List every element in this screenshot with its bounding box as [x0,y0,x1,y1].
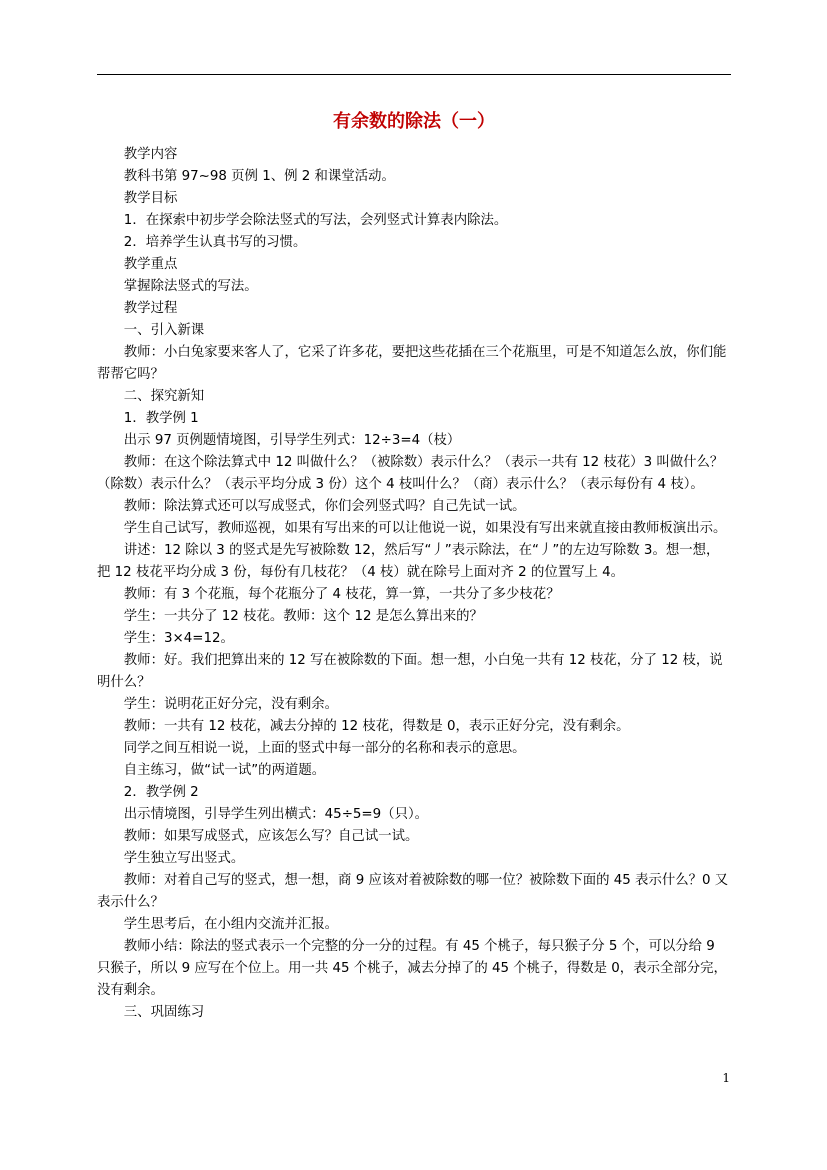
paragraph: 2．教学例 2 [123,785,199,800]
paragraph: 自主练习，做“试一试”的两道题。 [123,763,326,778]
paragraph: 2．培养学生认真书写的习惯。 [123,235,307,250]
paragraph: 教科书第 97~98 页例 1、例 2 和课堂活动。 [123,169,395,184]
paragraph: 学生：3×4=12。 [123,631,234,646]
paragraph: 二、探究新知 [123,389,205,404]
document-title: 有余数的除法（一） [333,111,495,132]
paragraph: 教师：小白兔家要来客人了，它采了许多花，要把这些花插在三个花瓶里，可是不知道怎么放，你们能帮帮它吗？ [97,345,727,382]
paragraph: 学生：说明花正好分完，没有剩余。 [123,697,339,712]
paragraph: 学生：一共分了 12 枝花。教师：这个 12 是怎么算出来的？ [123,609,483,624]
paragraph: 掌握除法竖式的写法。 [123,279,258,294]
paragraph: 教师：对着自己写的竖式，想一想，商 9 应该对着被除数的哪一位？被除数下面的 45 表示什么？0 又表示什么？ [97,873,729,910]
paragraph: 教学目标 [123,191,178,206]
paragraph: 1．在探索中初步学会除法竖式的写法，会列竖式计算表内除法。 [123,213,508,228]
paragraph: 教学内容 [123,147,178,162]
paragraph: 一、引入新课 [123,323,205,338]
paragraph: 教师：除法算式还可以写成竖式，你们会列竖式吗？自己先试一试。 [123,499,526,514]
paragraph: 学生思考后，在小组内交流并汇报。 [123,917,339,932]
paragraph: 教师：一共有 12 枝花，减去分掉的 12 枝花，得数是 0，表示正好分完，没有剩余。 [123,719,630,734]
paragraph: 教师：如果写成竖式，应该怎么写？自己试一试。 [123,829,419,844]
paragraph: 教学过程 [123,301,178,316]
paragraph: 讲述：12 除以 3 的竖式是先写被除数 12，然后写“丿”表示除法，在“丿”的左边写除数 3。想一想，把 12 枝花平均分成 3 份，每份有几枝花？（4 枝）就在除号上面对齐 2 的位置写上 4。 [97,543,720,580]
paragraph: 教师：在这个除法算式中 12 叫做什么？（被除数）表示什么？（表示一共有 12 枝花）3 叫做什么？（除数）表示什么？（表示平均分成 3 份）这个 4 枝叫什么？（商）表示什么？（表示每份有 4 枝）。 [97,455,724,492]
paragraph: 教学重点 [123,257,178,272]
paragraph: 学生独立写出竖式。 [123,851,245,866]
paragraph: 同学之间互相说一说，上面的竖式中每一部分的名称和表示的意思。 [123,741,526,756]
paragraph: 学生自己试写，教师巡视，如果有写出来的可以让他说一说，如果没有写出来就直接由教师板演出示。 [123,521,727,536]
paragraph: 教师：好。我们把算出来的 12 写在被除数的下面。想一想，小白兔一共有 12 枝花，分了 12 枝，说明什么？ [97,653,723,690]
page-number: 1 [722,1071,730,1085]
paragraph: 1．教学例 1 [123,411,199,426]
paragraph: 教师：有 3 个花瓶，每个花瓶分了 4 枝花，算一算，一共分了多少枝花？ [123,587,560,602]
header-rule [97,74,731,75]
document-body [97,144,731,1024]
paragraph: 三、巩固练习 [123,1005,205,1020]
paragraph: 出示情境图，引导学生列出横式：45÷5=9（只）。 [123,807,429,822]
paragraph: 出示 97 页例题情境图，引导学生列式：12÷3=4（枝） [123,433,461,448]
paragraph: 教师小结：除法的竖式表示一个完整的分一分的过程。有 45 个桃子，每只猴子分 5 个，可以分给 9 只猴子，所以 9 应写在个位上。用一共 45 个桃子，减去分掉了的 45 个桃子，得数是 0，表示全部分完，没有剩余。 [97,939,727,998]
